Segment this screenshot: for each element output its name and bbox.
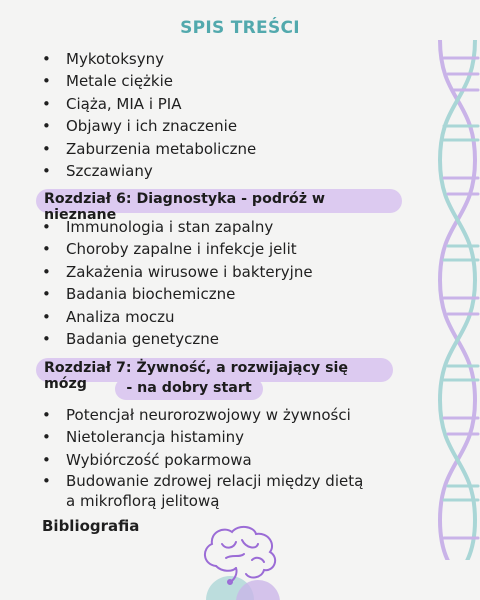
page-title: SPIS TREŚCI bbox=[180, 18, 300, 38]
list-item: • Budowanie zdrowej relacji między dietą a mikroflorą jelitową bbox=[40, 471, 366, 511]
chapter7-heading: Rozdział 7: Żywność, a rozwijający się mózg bbox=[36, 358, 393, 382]
list-item: • Wybiórczość pokarmowa bbox=[40, 449, 366, 471]
section-top-list bbox=[40, 48, 256, 182]
list-item: • Zakażenia wirusowe i bakteryjne bbox=[40, 261, 313, 283]
list-item: • Nietolerancja histaminy bbox=[40, 426, 366, 448]
list-item: • Choroby zapalne i infekcje jelit bbox=[40, 238, 313, 260]
list-item: • Badania genetyczne bbox=[40, 328, 313, 350]
dna-helix-icon bbox=[430, 40, 480, 560]
list-item: • Badania biochemiczne bbox=[40, 283, 313, 305]
list-item: • Szczawiany bbox=[40, 160, 256, 182]
chapter6-list bbox=[40, 216, 313, 350]
list-item: • Immunologia i stan zapalny bbox=[40, 216, 313, 238]
chapter7-list bbox=[40, 404, 366, 511]
bibliography-heading: Bibliografia bbox=[42, 517, 140, 535]
list-item: • Ciąża, MIA i PIA bbox=[40, 93, 256, 115]
brain-icon bbox=[196, 522, 286, 600]
chapter6-heading: Rozdział 6: Diagnostyka - podróż w nieznane bbox=[36, 189, 402, 213]
list-item: • Mykotoksyny bbox=[40, 48, 256, 70]
list-item: • Analiza moczu bbox=[40, 306, 313, 328]
list-item: • Objawy i ich znaczenie bbox=[40, 115, 256, 137]
list-item: • Zaburzenia metaboliczne bbox=[40, 138, 256, 160]
list-item: • Metale ciężkie bbox=[40, 70, 256, 92]
chapter7-heading-line2: - na dobry start bbox=[115, 378, 263, 400]
list-item: • Potencjał neurorozwojowy w żywności bbox=[40, 404, 366, 426]
